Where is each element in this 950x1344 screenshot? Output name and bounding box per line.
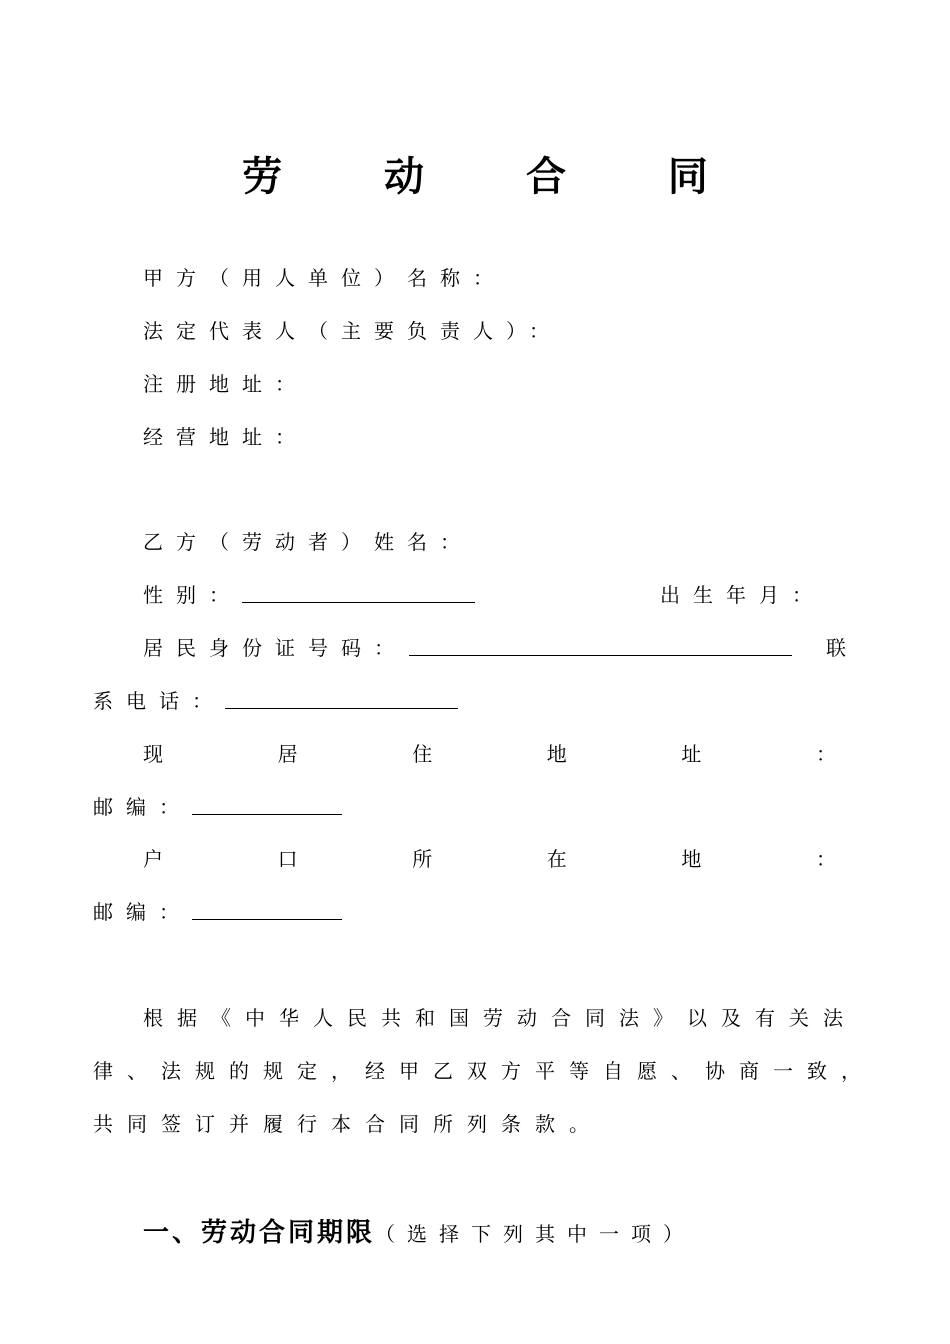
residence-char: 现 bbox=[143, 742, 163, 766]
preamble-line-3: 共同签订并履行本合同所列条款。 bbox=[93, 1112, 603, 1136]
residence-char: 居 bbox=[277, 742, 298, 766]
residence-char: 住 bbox=[412, 742, 433, 766]
party-b-name-label: 乙方（劳动者）姓名： bbox=[143, 530, 473, 554]
postcode-label: 邮编： bbox=[93, 795, 192, 819]
phone-label-start: 联 bbox=[826, 636, 859, 660]
id-number-label: 居民身份证号码： bbox=[143, 636, 407, 660]
hukou-char: ： bbox=[815, 847, 836, 871]
residence-char: 地 bbox=[546, 742, 567, 766]
phone-label-end: 系电话： bbox=[93, 689, 225, 713]
section-1-title: 一、劳动合同期限 bbox=[143, 1218, 376, 1248]
phone-underline bbox=[225, 708, 458, 709]
hukou-char: 口 bbox=[277, 847, 298, 871]
party-a-biz-address-label: 经营地址： bbox=[143, 425, 308, 449]
postcode-underline-2 bbox=[192, 919, 342, 920]
gender-label: 性别： bbox=[143, 583, 242, 607]
party-a-reg-address-label: 注册地址： bbox=[143, 372, 308, 396]
hukou-char: 户 bbox=[143, 847, 163, 871]
residence-char: ： bbox=[815, 742, 836, 766]
party-a-name-label: 甲方（用人单位）名称： bbox=[143, 266, 506, 290]
birth-label: 出生年月： bbox=[660, 583, 825, 607]
section-1-note: （选择下列其中一项） bbox=[375, 1222, 696, 1246]
residence-address-label bbox=[143, 740, 836, 768]
residence-char: 址 bbox=[681, 742, 702, 766]
hukou-address-label bbox=[143, 845, 836, 873]
section-1-heading bbox=[143, 1212, 695, 1249]
hukou-char: 地 bbox=[681, 847, 702, 871]
preamble-line-1: 根据《中华人民共和国劳动合同法》以及有关法 bbox=[143, 1006, 857, 1030]
preamble-line-2: 律、法规的规定，经甲乙双方平等自愿、协商一致， bbox=[93, 1059, 875, 1083]
party-a-rep-label: 法定代表人（主要负责人）： bbox=[143, 319, 562, 343]
postcode-label-2: 邮编： bbox=[93, 900, 192, 924]
hukou-char: 所 bbox=[412, 847, 433, 871]
id-number-underline bbox=[409, 655, 792, 656]
document-title: 劳 动 合 同 bbox=[242, 154, 752, 200]
gender-underline bbox=[242, 602, 475, 603]
postcode-underline bbox=[192, 814, 342, 815]
hukou-char: 在 bbox=[546, 847, 567, 871]
